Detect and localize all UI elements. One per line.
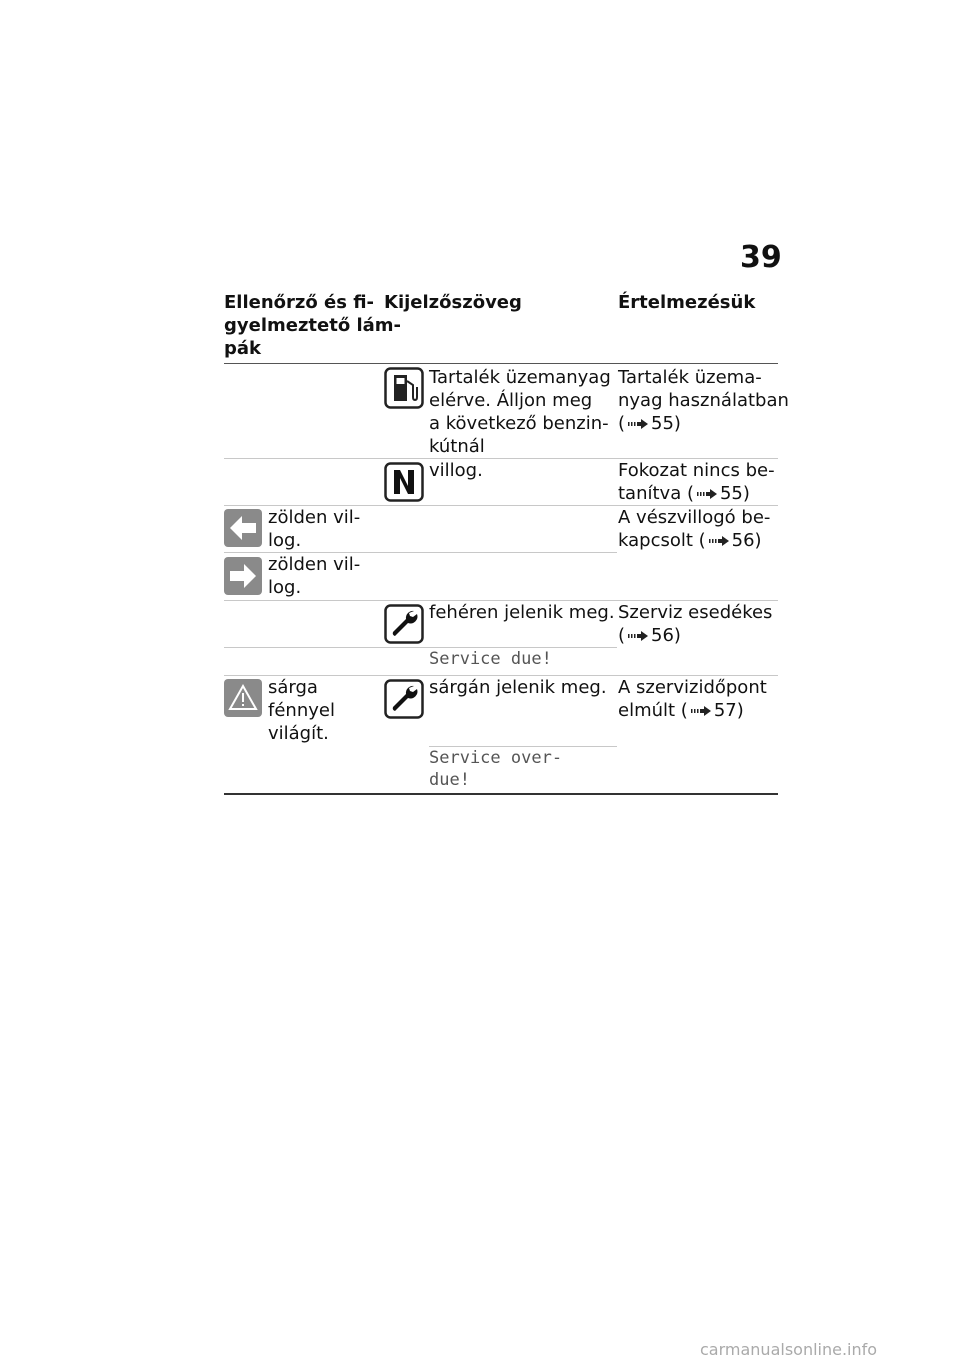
text-line: zölden vil-: [268, 554, 361, 575]
text-line: Tartalék üzemanyag: [429, 367, 611, 388]
service-overdue-code: [429, 747, 562, 791]
header-col-display: Kijelzőszöveg: [384, 292, 522, 313]
service-overdue-display-text: sárgán jelenik meg.: [429, 677, 607, 698]
page-number: 39: [740, 240, 782, 275]
header-col-lamps: [224, 291, 401, 360]
neutral-gear-n-icon: [384, 462, 424, 502]
arrow-reference-icon: [627, 418, 649, 430]
wrench-icon: [384, 679, 424, 719]
turn-signal-right-icon: [224, 557, 262, 595]
hazard-meaning-text: [618, 506, 770, 552]
page-reference[interactable]: [618, 529, 770, 552]
arrow-reference-icon: [627, 630, 649, 642]
table-bottom-rule: [224, 793, 778, 795]
ref-text: kapcsolt (: [618, 530, 706, 551]
header-col-meaning: Értelmezésük: [618, 292, 756, 313]
text-line: Fokozat nincs be-: [618, 460, 775, 481]
ref-page: 56): [731, 530, 762, 551]
ref-text: tanítva (: [618, 483, 694, 504]
text-line: kútnál: [429, 436, 485, 457]
text-line: A vészvillogó be-: [618, 507, 771, 528]
row-divider: [224, 647, 617, 648]
fuel-pump-icon: [384, 367, 424, 409]
text-line: log.: [268, 577, 302, 598]
wrench-icon: [384, 604, 424, 644]
text-line: Tartalék üzema-: [618, 367, 762, 388]
text-line: zölden vil-: [268, 507, 361, 528]
arrow-reference-icon: [690, 705, 712, 717]
service-due-code: Service due!: [429, 649, 552, 669]
service-due-display-text: fehéren jelenik meg.: [429, 602, 615, 623]
header-col1-line: gyelmeztető lám-: [224, 315, 402, 336]
ref-text: elmúlt (: [618, 700, 688, 721]
page-reference[interactable]: [618, 482, 775, 505]
text-line: elérve. Álljon meg: [429, 390, 593, 411]
ref-page: 57): [713, 700, 744, 721]
text-line: nyag használatban: [618, 390, 789, 411]
page-reference[interactable]: [618, 699, 767, 722]
turn-right-lamp-text: [268, 553, 360, 599]
warning-triangle-icon: [224, 679, 262, 717]
text-line: a következő benzin-: [429, 413, 609, 434]
ref-paren: (: [618, 625, 626, 646]
arrow-reference-icon: [696, 488, 718, 500]
text-line: Szerviz esedékes: [618, 602, 773, 623]
header-col1-line: pák: [224, 338, 262, 359]
text-line: A szervizidőpont: [618, 677, 767, 698]
arrow-reference-icon: [708, 535, 730, 547]
code-line: due!: [429, 770, 470, 790]
service-overdue-lamp-text: [268, 676, 335, 745]
header-divider: [224, 363, 778, 364]
turn-left-lamp-text: [268, 506, 360, 552]
ref-page: 56): [651, 625, 681, 646]
turn-signal-left-icon: [224, 509, 262, 547]
fuel-display-text: [429, 366, 611, 458]
ref-page: 55): [719, 483, 750, 504]
page-reference[interactable]: [618, 624, 772, 647]
neutral-meaning-text: [618, 459, 775, 505]
text-line: log.: [268, 530, 302, 551]
fuel-meaning-text: [618, 366, 789, 435]
service-overdue-meaning-text: [618, 676, 767, 722]
neutral-display-text: villog.: [429, 460, 483, 481]
service-due-meaning-text: [618, 601, 772, 647]
header-col1-line: Ellenőrző és fi-: [224, 292, 375, 313]
text-line: világít.: [268, 723, 329, 744]
text-line: fénnyel: [268, 700, 335, 721]
code-line: Service over-: [429, 748, 563, 768]
ref-paren: (: [618, 413, 626, 434]
ref-page: 55): [651, 413, 681, 434]
page-reference[interactable]: [618, 412, 789, 435]
watermark-text: carmanualsonline.info: [700, 1340, 878, 1359]
text-line: sárga: [268, 677, 318, 698]
